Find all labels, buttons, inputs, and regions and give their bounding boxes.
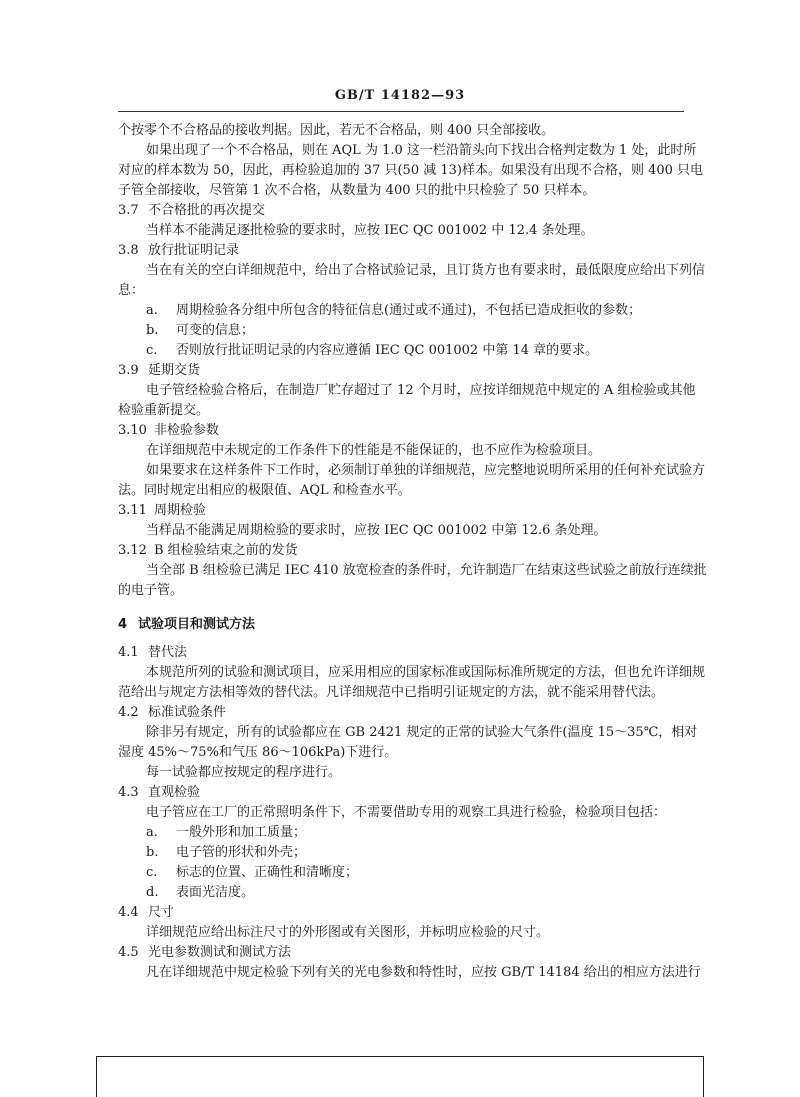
list-text: 表面光洁度。 [176,885,255,900]
section-title: 放行批证明记录 [148,243,240,258]
section-heading-3-10 [118,421,708,441]
list-label: c. [146,865,158,880]
section-title: 周期检验 [154,503,207,518]
section-number: 3.11 [118,503,147,518]
list-text: 否则放行批证明记录的内容应遵循 IEC QC 001002 中第 14 章的要求。 [176,343,599,358]
section-title: 替代法 [148,645,188,660]
list-label: a. [146,825,158,840]
list-item [118,883,708,903]
list-text: 周期检验各分组中所包含的特征信息(通过或不通过)，不包括已造成拒收的参数； [176,303,642,318]
chapter-number: 4 [118,617,128,632]
paragraph: 凡在详细规范中规定检验下列有关的光电参数和特性时，应按 GB/T 14184 给出的相应方法进行 [146,965,701,980]
list-item [118,843,708,863]
section-heading-4-1 [118,643,708,663]
list-text: 标志的位置、正确性和清晰度； [176,865,359,880]
list-item [118,863,708,883]
section-number: 4.1 [118,645,139,660]
list-label: a. [146,303,158,318]
list-text: 一般外形和加工质量； [176,825,307,840]
section-title: 不合格批的再次提交 [148,203,266,218]
section-heading-3-9 [118,361,708,381]
paragraph: 如果要求在这样条件下工作时，必须制订单独的详细规范，应完整地说明所采用的任何补充试验方法。同时规定出相应的极限值、AQL 和检查水平。 [118,463,706,498]
section-number: 4.2 [118,705,139,720]
list-text: 电子管的形状和外壳； [176,845,307,860]
list-label: d. [146,885,159,900]
section-heading-3-12 [118,541,708,561]
paragraph: 除非另有规定，所有的试验都应在 GB 2421 规定的正常的试验大气条件(温度 15～35℃，相对湿度 45%～75%和气压 86～106kPa)下进行。 [118,725,698,760]
section-heading-3-8 [118,241,708,261]
list-item [118,321,708,341]
page-header: GB/T 14182—93 [334,88,466,103]
list-item [118,823,708,843]
chapter-title: 试验项目和测试方法 [138,617,256,632]
section-heading-4-4 [118,903,708,923]
section-title: 尺寸 [148,905,175,920]
section-number: 3.7 [118,203,139,218]
section-heading-4-3 [118,783,708,803]
paragraph: 当在有关的空白详细规范中，给出了合格试验记录，且订货方也有要求时，最低限度应给出下列信息： [118,263,706,298]
section-title: 延期交货 [148,363,201,378]
section-number: 4.4 [118,905,139,920]
paragraph: 当样品不能满足周期检验的要求时，应按 IEC QC 001002 中第 12.6 条处理。 [146,523,607,538]
section-number: 3.8 [118,243,139,258]
section-title: B 组检验结束之前的发货 [154,543,298,558]
section-number: 3.12 [118,543,147,558]
list-item [118,301,708,321]
section-title: 非检验参数 [154,423,220,438]
paragraph: 每一试验都应按规定的程序进行。 [146,765,342,780]
section-heading-4-5 [118,943,708,963]
section-title: 光电参数测试和测试方法 [148,945,292,960]
page-body [118,121,708,983]
section-number: 3.9 [118,363,139,378]
paragraph: 在详细规范中未规定的工作条件下的性能是不能保证的，也不应作为检验项目。 [146,443,602,458]
list-text: 可变的信息； [176,323,255,338]
paragraph: 当样本不能满足逐批检验的要求时，应按 IEC QC 001002 中 12.4 条处理。 [146,223,594,238]
list-label: b. [146,845,159,860]
paragraph: 个按零个不合格品的接收判据。因此，若无不合格品，则 400 只全部接收。 [118,123,555,138]
section-title: 直观检验 [148,785,201,800]
list-item [118,341,708,361]
list-label: c. [146,343,158,358]
paragraph: 详细规范应给出标注尺寸的外形图或有关图形，并标明应检验的尺寸。 [146,925,550,940]
section-title: 标准试验条件 [148,705,227,720]
header-rule [118,111,684,112]
chapter-heading-4 [118,615,708,635]
section-heading-3-7 [118,201,708,221]
paragraph: 电子管应在工厂的正常照明条件下，不需要借助专用的观察工具进行检验，检验项目包括： [146,805,667,820]
section-number: 3.10 [118,423,147,438]
section-number: 4.3 [118,785,139,800]
paragraph: 电子管经检验合格后，在制造厂贮存超过了 12 个月时，应按详细规范中规定的 A 组检验或其他检验重新提交。 [118,383,696,418]
section-heading-3-11 [118,501,708,521]
list-label: b. [146,323,159,338]
paragraph: 如果出现了一个不合格品，则在 AQL 为 1.0 这一栏沿箭头向下找出合格判定数为 1 处，此时所对应的样本数为 50，因此，再检验追加的 37 只(50 减 13)样本。如果没有出现不合格，则 400 只电子管全部接收，尽管第 1 次不合格，从数量为 400 只的批中只检验了 50 只样本。 [118,143,704,198]
section-number: 4.5 [118,945,139,960]
section-heading-4-2 [118,703,708,723]
paragraph: 当全部 B 组检验已满足 IEC 410 放宽检查的条件时，允许制造厂在结束这些试验之前放行连续批的电子管。 [118,563,707,598]
paragraph: 本规范所列的试验和测试项目，应采用相应的国家标准或国际标准所规定的方法，但也允许详细规范给出与规定方法相等效的替代法。凡详细规范中已指明引证规定的方法，就不能采用替代法。 [118,665,706,700]
